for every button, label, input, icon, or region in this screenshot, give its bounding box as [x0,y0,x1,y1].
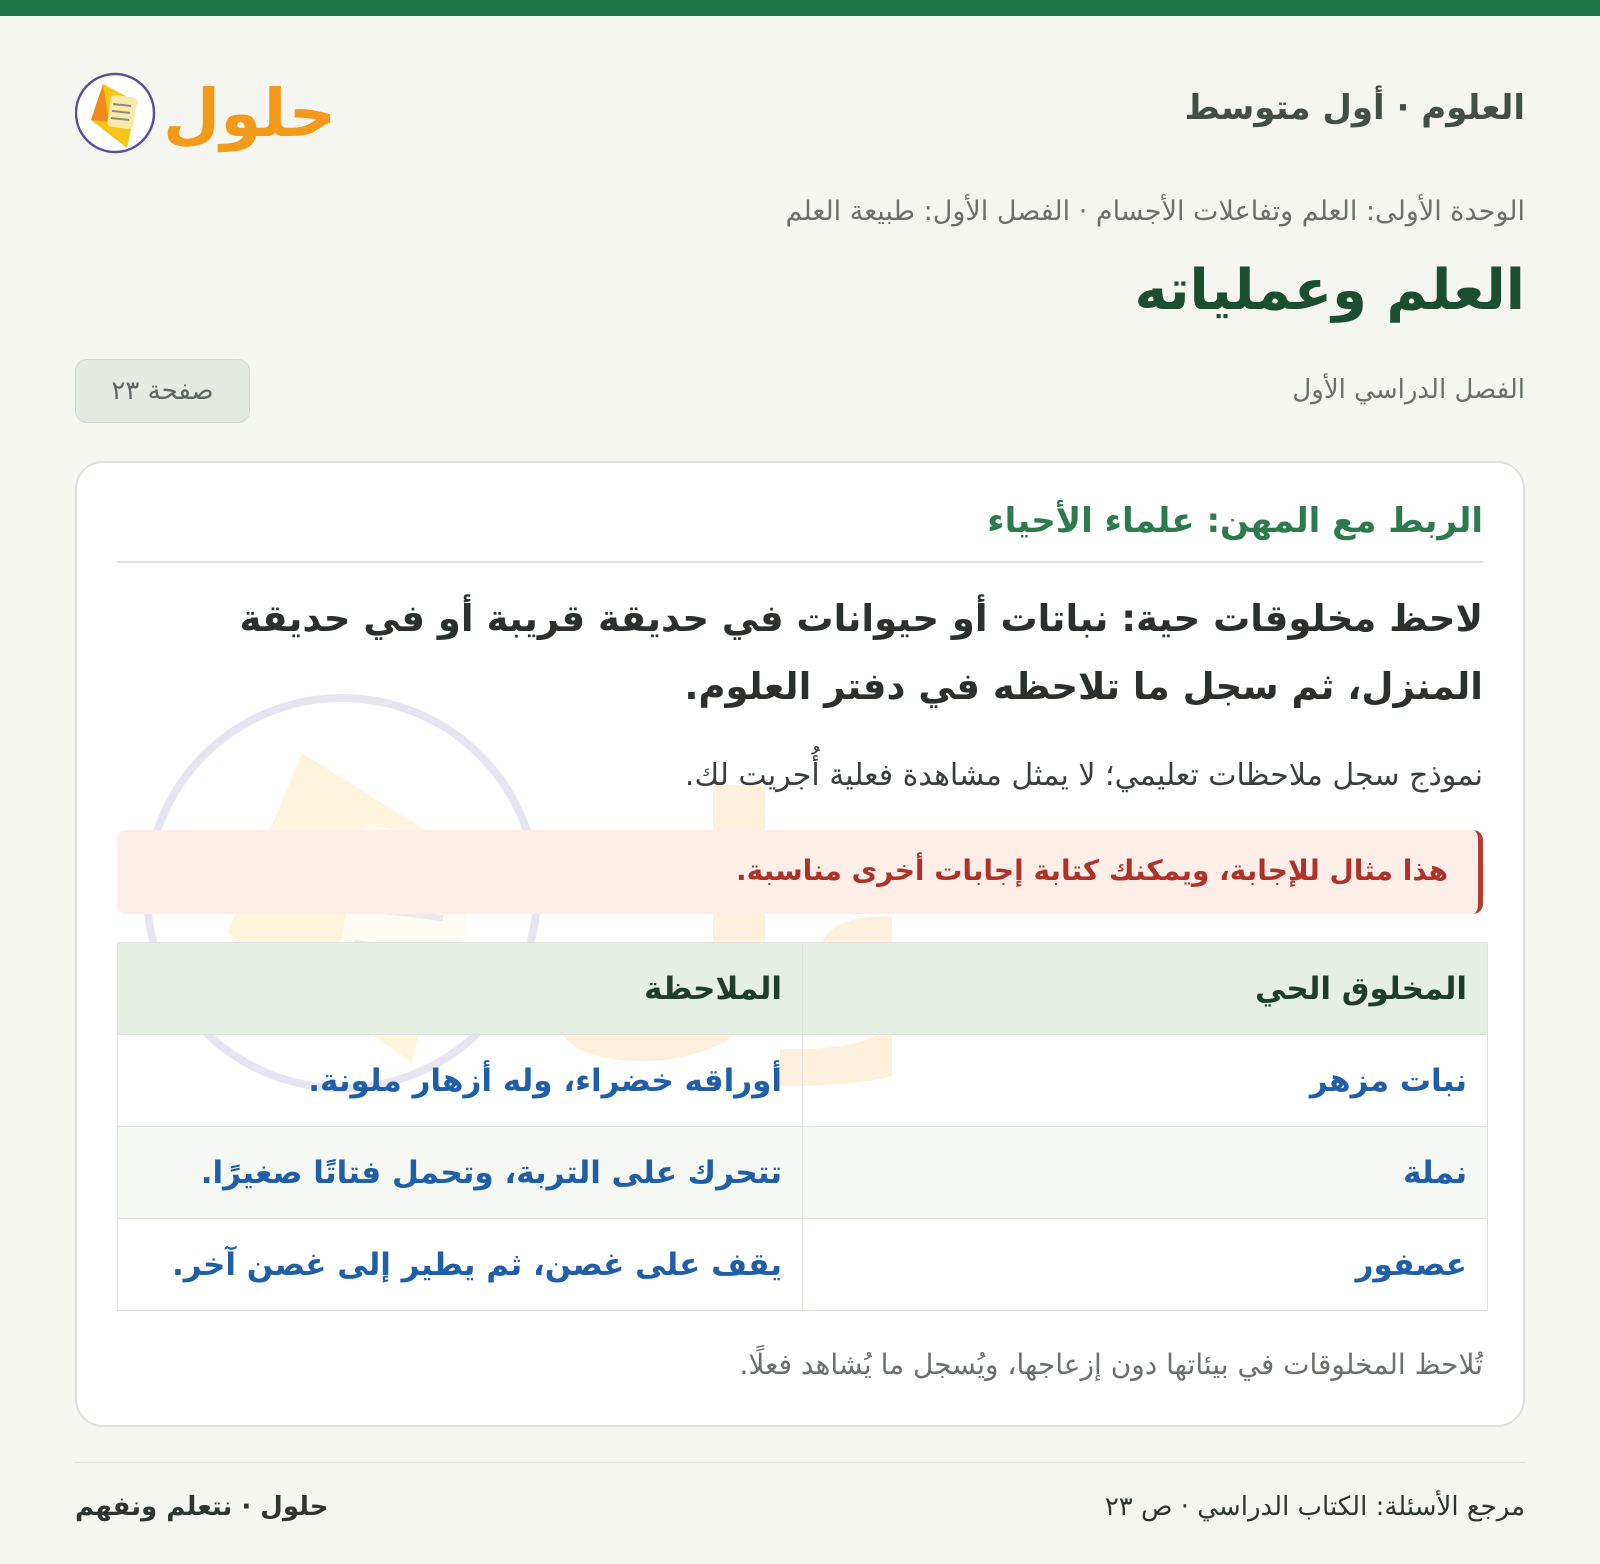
table-row [118,1035,1488,1127]
question-card [75,461,1525,1427]
footer-divider [75,1462,1525,1463]
example-answer-alert [117,830,1483,914]
card-header [117,501,1483,563]
table-caption: تُلاحظ المخلوقات في بيئاتها دون إزعاجها، ويُسجل ما يُشاهد فعلًا. [739,1348,1483,1381]
top-accent-bar [0,0,1600,16]
observation-cell: أوراقه خضراء، وله أزهار ملونة. [118,1035,803,1127]
breadcrumb: الوحدة الأولى: العلم وتفاعلات الأجسام · الفصل الأول: طبيعة العلم [785,196,1525,227]
creature-cell: عصفور [803,1219,1488,1311]
creature-cell: نملة [803,1127,1488,1219]
page-header [75,50,1525,165]
hulul-logo[interactable] [75,56,345,160]
footer-brand: حلول · نتعلم ونفهم [75,1492,329,1522]
column-header-observation: الملاحظة [118,943,803,1035]
creature-cell: نبات مزهر [803,1035,1488,1127]
column-header-creature: المخلوق الحي [803,943,1488,1035]
footer-reference: مرجع الأسئلة: الكتاب الدراسي · ص ٢٣ [1104,1492,1525,1522]
observation-cell: يقف على غصن، ثم يطير إلى غصن آخر. [118,1219,803,1311]
card-title: الربط مع المهن: علماء الأحياء [987,501,1483,541]
page-number-badge: صفحة ٢٣ [75,359,250,423]
logo-graphic [75,56,345,160]
disclaimer-note: نموذج سجل ملاحظات تعليمي؛ لا يمثل مشاهدة فعلية أُجريت لك. [684,758,1483,793]
alert-text: هذا مثال للإجابة، ويمكنك كتابة إجابات أخرى مناسبة. [736,854,1448,887]
logo-wordmark: حلول [163,75,337,152]
term-label: الفصل الدراسي الأول [1292,375,1525,405]
page-title: العلم وعملياته [1134,258,1525,323]
table-row [118,1219,1488,1311]
subject-grade: العلوم · أول متوسط [1184,88,1525,128]
observation-cell: تتحرك على التربة، وتحمل فتاتًا صغيرًا. [118,1127,803,1219]
table-row [118,1127,1488,1219]
observation-table [117,942,1488,1311]
question-text: لاحظ مخلوقات حية: نباتات أو حيوانات في حديقة قريبة أو في حديقة المنزل، ثم سجل ما تلاحظه في دفتر العلوم. [239,597,1483,708]
table-header-row [118,943,1488,1035]
